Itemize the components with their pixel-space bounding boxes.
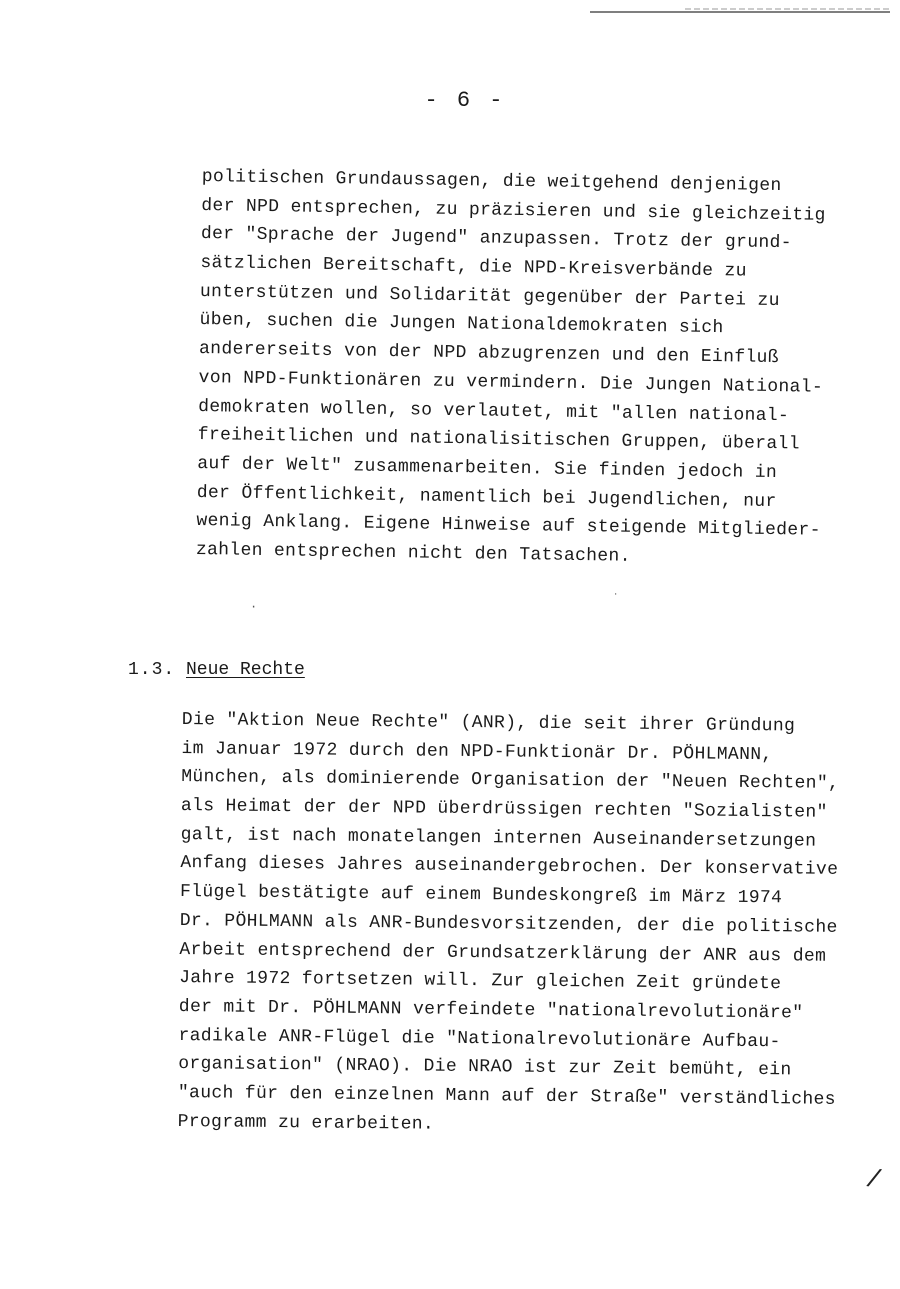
scan-speck: · (250, 600, 258, 614)
text-line: Programm zu erarbeiten. (177, 1111, 435, 1135)
paragraph-1 (196, 163, 882, 575)
corner-pen-mark: / (863, 1163, 885, 1197)
text-line: der mit Dr. PÖHLMANN verfeindete "nationalrevolutionäre" (178, 996, 804, 1024)
text-line: organisation" (NRAO). Die NRAO ist zur Zeit bemüht, ein (178, 1054, 792, 1081)
text-line: üben, suchen die Jungen Nationaldemokraten sich (199, 310, 724, 339)
text-line: sätzlichen Bereitschaft, die NPD-Kreisverbände zu (200, 253, 747, 282)
text-line: der Öffentlichkeit, namentlich bei Jugendlichen, nur (196, 482, 777, 512)
top-edge-rule (590, 4, 890, 16)
text-line: andererseits von der NPD abzugrenzen und den Einfluß (198, 339, 780, 369)
text-line: München, als dominierende Organisation der "Neuen Rechten", (181, 767, 840, 795)
text-line: demokraten wollen, so verlautet, mit "allen national- (198, 396, 790, 426)
text-line: wenig Anklang. Eigene Hinweise auf steigende Mitglieder- (196, 511, 821, 542)
text-line: Flügel bestätigte auf einem Bundeskongreß im März 1974 (179, 882, 783, 909)
text-line: Arbeit entsprechend der Grundsatzerklärung der ANR aus dem (179, 939, 827, 967)
paragraph-2 (177, 706, 881, 1144)
section-title: Neue Rechte (186, 660, 305, 680)
text-line: "auch für den einzelnen Mann auf der Straße" verständliches (177, 1082, 836, 1110)
scan-speck: ˙ (612, 592, 620, 606)
text-line: freiheitlichen und nationalisitischen Gruppen, überall (197, 425, 801, 455)
text-line: Jahre 1972 fortsetzen will. Zur gleichen Zeit gründete (179, 968, 782, 995)
section-heading (128, 660, 305, 680)
text-line: Dr. PÖHLMANN als ANR-Bundesvorsitzenden, der die politische (179, 910, 838, 938)
text-line: auf der Welt" zusammenarbeiten. Sie finden jedoch in (197, 453, 778, 483)
text-line: von NPD-Funktionären zu vermindern. Die Jungen National- (198, 367, 824, 398)
text-line: zahlen entsprechen nicht den Tatsachen. (195, 539, 631, 567)
text-line: der NPD entsprechen, zu präzisieren und sie gleichzeitig (201, 195, 826, 226)
text-line: Anfang dieses Jahres auseinandergebrochen. Der konservative (180, 853, 839, 881)
text-line: galt, ist nach monatelangen internen Auseinandersetzungen (180, 824, 817, 852)
text-line: der "Sprache der Jugend" anzupassen. Trotz der grund- (200, 224, 793, 254)
text-line: politischen Grundaussagen, die weitgehend denjenigen (201, 166, 782, 197)
text-line: als Heimat der der NPD überdrüssigen rechten "Sozialisten" (180, 796, 828, 823)
text-line: unterstützen und Solidarität gegenüber der Partei zu (199, 281, 780, 311)
section-number: 1.3. (128, 660, 176, 680)
page-number: - 6 - (424, 88, 506, 113)
text-line: radikale ANR-Flügel die "Nationalrevolutionäre Aufbau- (178, 1025, 781, 1052)
text-line: Die "Aktion Neue Rechte" (ANR), die seit ihrer Gründung (181, 709, 796, 737)
text-line: im Januar 1972 durch den NPD-Funktionär Dr. PÖHLMANN, (181, 738, 773, 765)
